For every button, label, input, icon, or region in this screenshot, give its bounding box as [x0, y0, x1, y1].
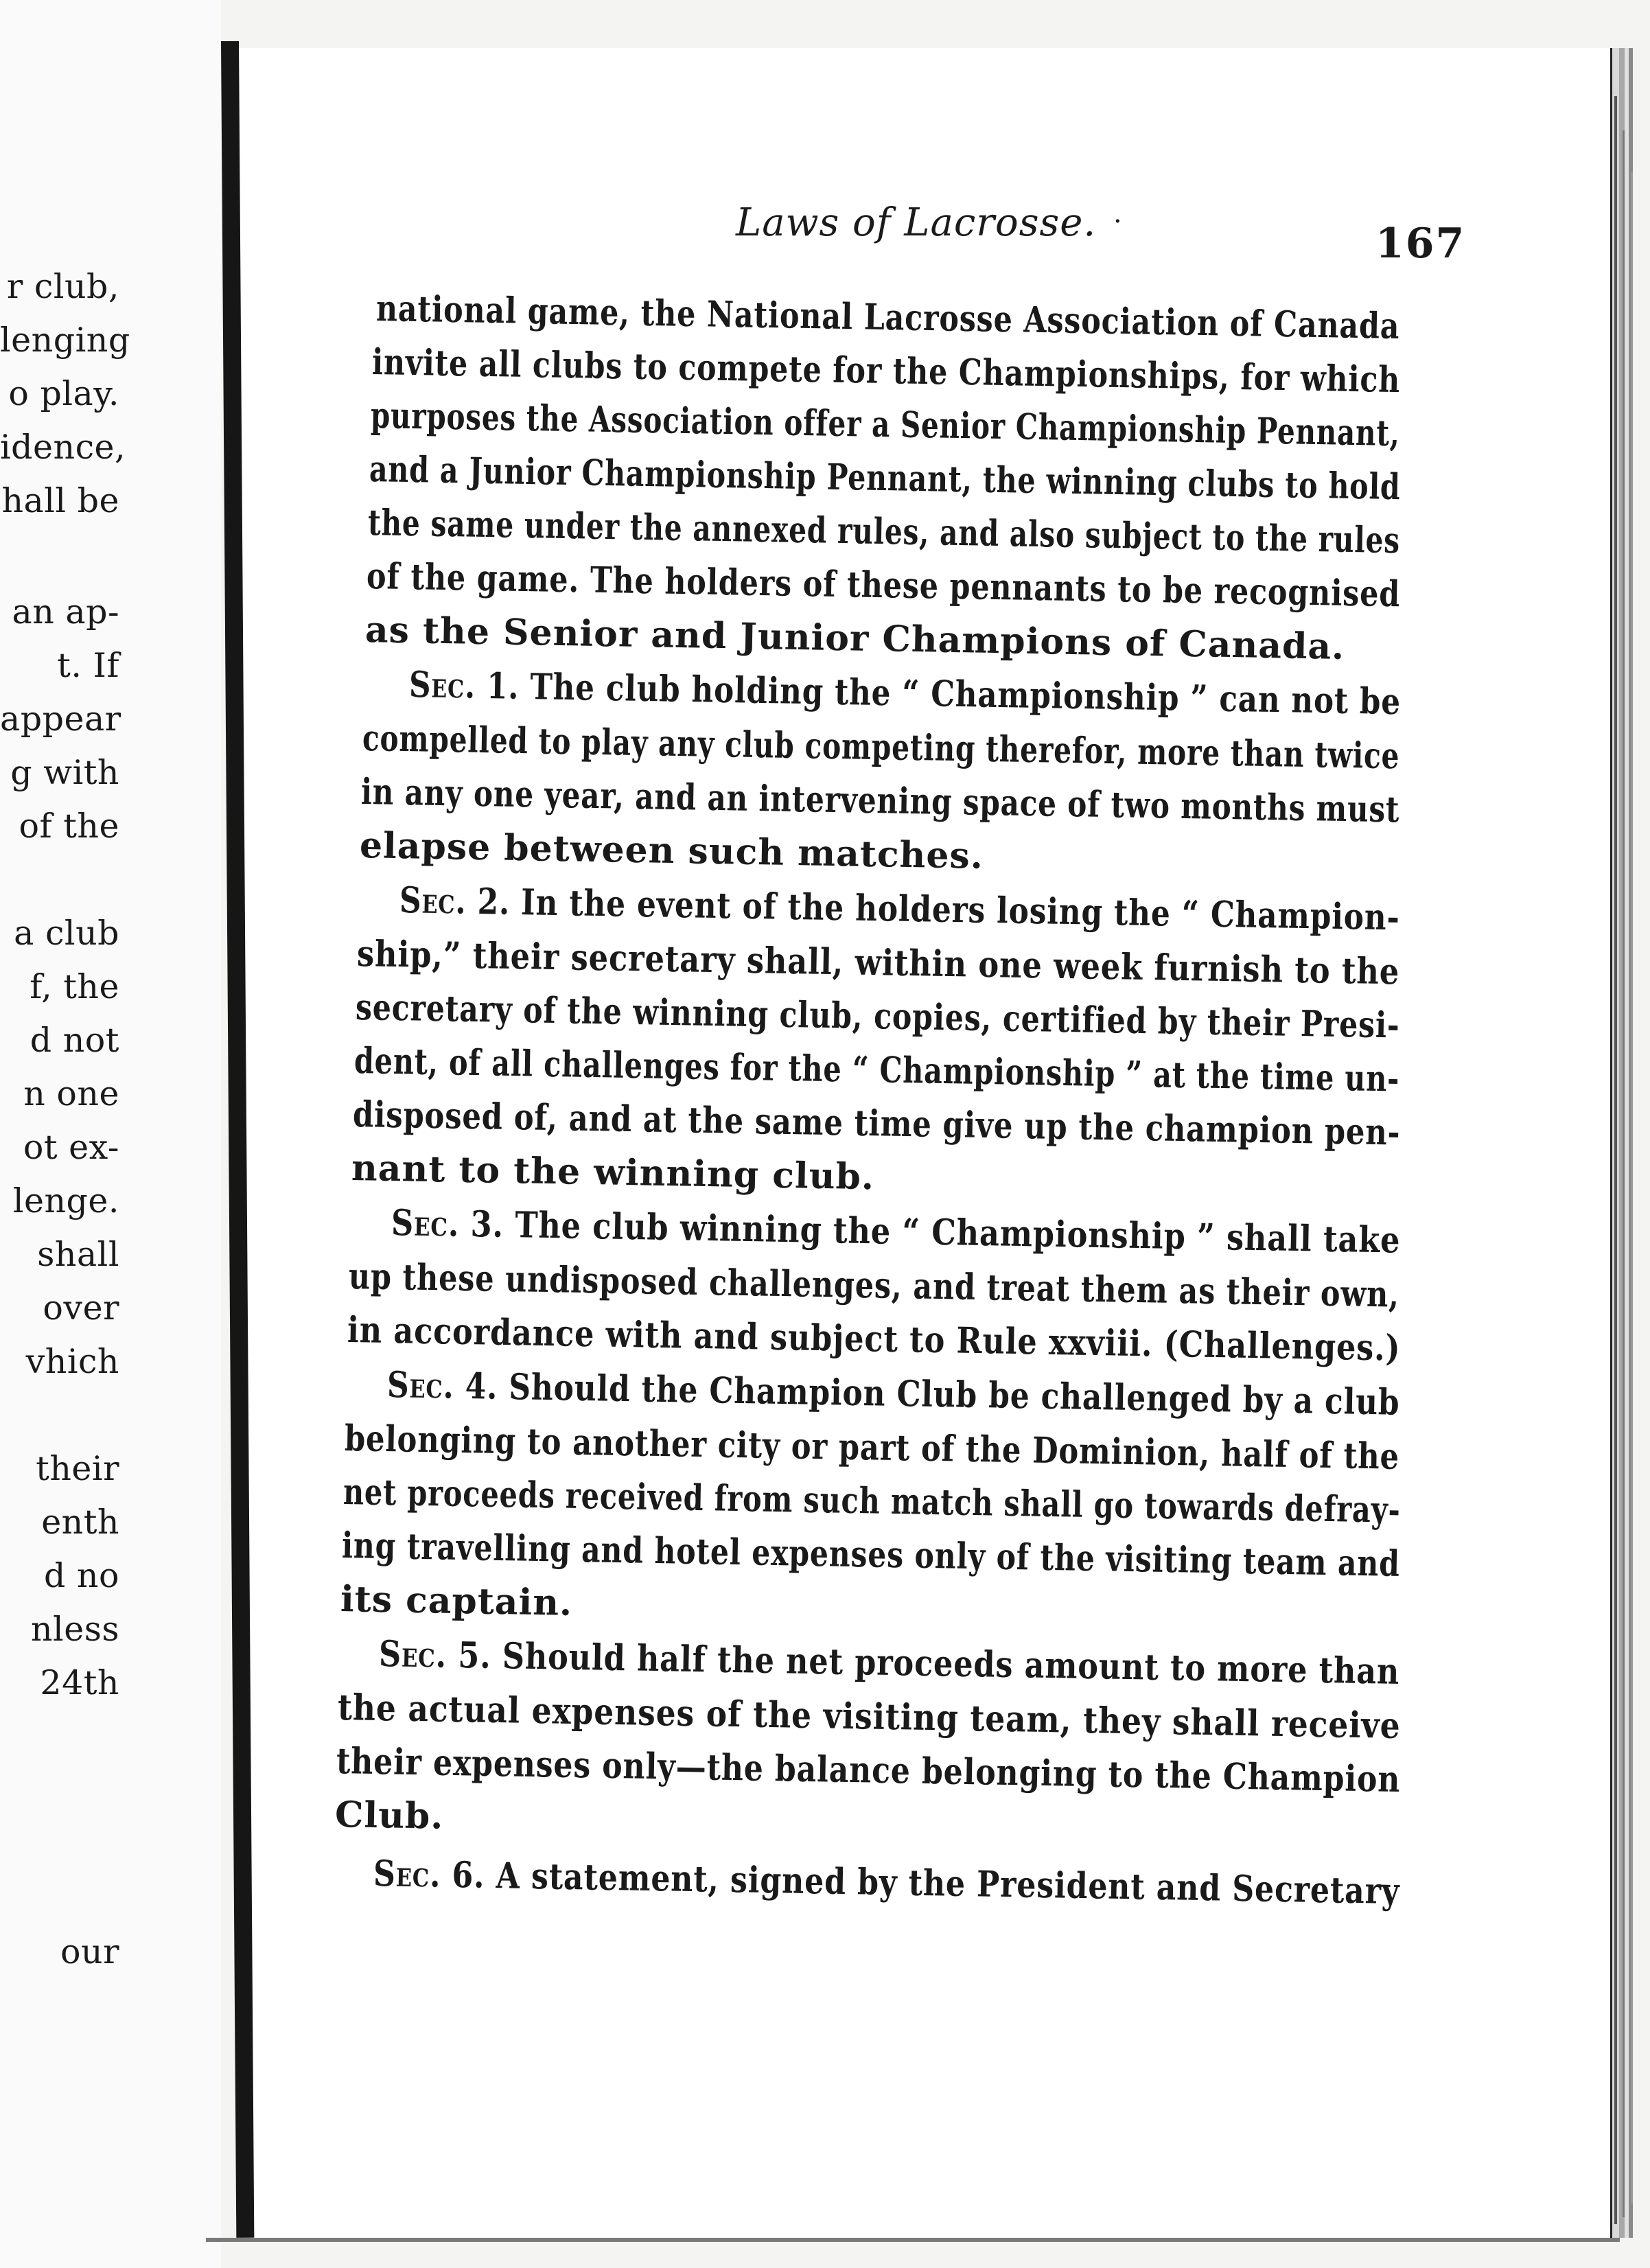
left-text-line: lenging	[0, 321, 130, 360]
body-text-line: belonging to another city or part of the Dominion, half of the	[344, 1418, 1400, 1478]
page-edge	[1631, 172, 1633, 2203]
body-text-line: up these undisposed challenges, and treat them as their own,	[348, 1256, 1400, 1316]
body-text-line: their expenses only—the balance belonging to the Champion	[336, 1740, 1401, 1801]
previous-page-fragment	[0, 0, 221, 2268]
body-text-line: purposes the Association offer a Senior Championship Pennant,	[370, 395, 1401, 455]
section-label: Sec. 1.	[408, 664, 520, 708]
body-text-line: in accordance with and subject to Rule xxviii. (Challenges.)	[347, 1309, 1402, 1369]
body-text-line: as the Senior and Junior Champions of Canada.	[364, 609, 1345, 668]
left-text-line: idence,	[0, 428, 126, 467]
body-text: In the event of the holders losing the “ Champion-	[520, 881, 1401, 939]
section-label: Sec. 5.	[378, 1633, 492, 1677]
body-text-line: net proceeds received from such match shall go towards defray-	[342, 1471, 1402, 1531]
body-text-line: national game, the National Lacrosse Association of Canada	[375, 288, 1400, 348]
running-head: Laws of Lacrosse.	[736, 200, 1097, 245]
left-text-line: an ap-	[12, 592, 119, 632]
left-text-line: over	[43, 1288, 119, 1328]
body-text-line: disposed of, and at the same time give up the champion pen-	[352, 1094, 1401, 1154]
left-text-line: g with	[10, 753, 119, 792]
left-text-line: of the	[19, 807, 119, 846]
body-text-line: and a Junior Championship Pennant, the winning clubs to hold	[369, 448, 1402, 509]
left-text-line: 24th	[40, 1663, 119, 1702]
section-label: Sec. 2.	[399, 879, 511, 923]
body-text-line: Club.	[334, 1794, 444, 1838]
left-text-line: nless	[30, 1610, 119, 1649]
left-text-line: o play.	[8, 374, 119, 413]
running-head-dot: ·	[1113, 206, 1122, 238]
page-bottom-edge	[206, 2238, 1620, 2242]
body-text-line: secretary of the winning club, copies, certified by their Presi-	[355, 986, 1400, 1047]
left-text-line: our	[60, 1932, 119, 1971]
left-text-line: r club,	[6, 267, 119, 306]
body-text-line: ship,” their secretary shall, within one week furnish to the	[356, 933, 1400, 993]
page-edge	[1614, 96, 1617, 2224]
body-text-line: in any one year, and an intervening space of two months must	[360, 771, 1400, 831]
left-text-line: enth	[41, 1503, 119, 1542]
section-label: Sec. 3.	[391, 1202, 504, 1246]
section-label: Sec. 6.	[373, 1853, 485, 1897]
body-text-line: compelled to play any club competing therefor, more than twice	[362, 717, 1400, 778]
left-text-line: shall	[37, 1235, 119, 1274]
body-text-line: of the game. The holders of these pennants to be recognised	[366, 555, 1401, 616]
body-text-line: ing travelling and hotel expenses only of the visiting team and	[341, 1525, 1401, 1585]
left-text-line: f, the	[30, 967, 119, 1006]
left-text-line: ot ex-	[23, 1128, 119, 1167]
body-text: Should half the net proceeds amount to more than	[502, 1635, 1400, 1693]
section-label: Sec. 4.	[386, 1364, 498, 1408]
page-number: 167	[1375, 220, 1466, 268]
left-text-line: appear	[0, 699, 121, 739]
body-text: A statement, signed by the President and Secretary	[496, 1855, 1400, 1913]
body-text-line: dent, of all challenges for the “ Championship ” at the time un-	[353, 1040, 1400, 1100]
page-edge	[1623, 130, 1625, 2217]
body-text-line: invite all clubs to compete for the Championships, for which	[371, 341, 1401, 402]
left-text-line: their	[36, 1449, 119, 1488]
body-text-line: its captain.	[340, 1578, 573, 1624]
body-text-line: nant to the winning club.	[351, 1147, 875, 1199]
body-text: The club winning the “ Championship ” shall take	[514, 1204, 1401, 1262]
left-text-line: vhich	[25, 1342, 119, 1381]
left-text-line: n one	[23, 1074, 119, 1113]
left-text-line: t. If	[57, 646, 119, 685]
left-text-line: d no	[43, 1556, 119, 1595]
left-text-line: a club	[14, 914, 119, 953]
left-text-line: d not	[30, 1021, 119, 1060]
body-text-line: the actual expenses of the visiting team, they shall receive	[337, 1687, 1402, 1748]
body-text: The club holding the “ Championship ” can not be	[529, 666, 1402, 724]
body-text: Should the Champion Club be challenged by a club	[508, 1366, 1400, 1424]
body-text-line: elapse between such matches.	[359, 824, 984, 877]
left-text-line: lenge.	[12, 1181, 119, 1220]
left-text-line: hall be	[1, 481, 119, 520]
body-text-line: the same under the annexed rules, and also subject to the rules	[367, 502, 1401, 562]
